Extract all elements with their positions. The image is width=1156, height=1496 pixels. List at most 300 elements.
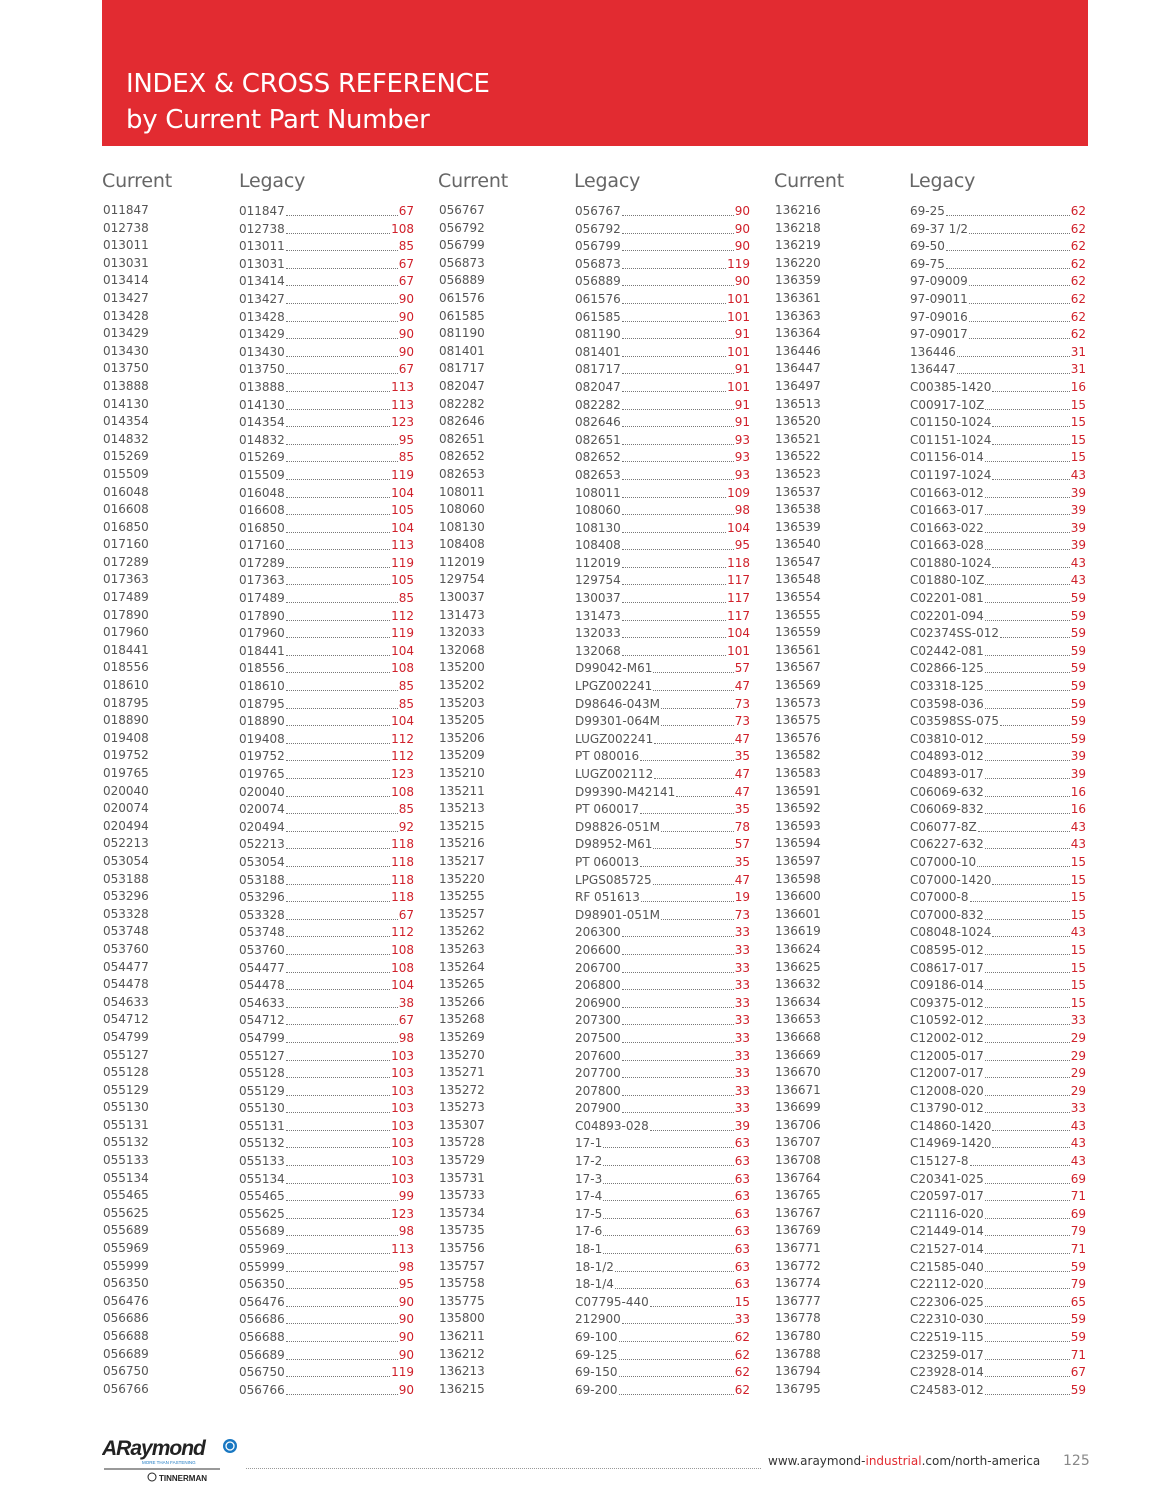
page-reference[interactable]: 95	[398, 1277, 414, 1292]
current-part-number: 136364	[775, 326, 821, 341]
dot-leader	[622, 555, 726, 568]
page-reference[interactable]: 101	[727, 291, 750, 306]
dot-leader	[985, 1329, 1070, 1342]
page-reference[interactable]: 33	[734, 978, 750, 993]
legacy-part-number: 97-09017	[910, 327, 968, 342]
legacy-entry-row	[575, 765, 750, 783]
page-reference[interactable]: 108	[391, 221, 414, 236]
page-reference[interactable]: 38	[398, 995, 414, 1010]
page-reference[interactable]: 104	[391, 485, 414, 500]
page-reference[interactable]: 33	[734, 942, 750, 957]
legacy-part-number: 013428	[239, 309, 285, 324]
legacy-part-number: 053296	[239, 890, 285, 905]
current-part-number: 135262	[439, 924, 485, 939]
page-reference[interactable]: 98	[398, 1030, 414, 1045]
page-reference[interactable]: 47	[734, 767, 750, 781]
page-reference[interactable]: 90	[734, 204, 750, 218]
page-reference[interactable]: 16	[1070, 379, 1086, 394]
page-reference[interactable]: 47	[734, 679, 750, 694]
page-reference[interactable]: 62	[734, 1365, 750, 1380]
dot-leader	[286, 1347, 398, 1360]
page-reference[interactable]: 90	[734, 274, 750, 289]
page-reference[interactable]: 90	[398, 1330, 414, 1344]
page-reference[interactable]: 67	[398, 274, 414, 289]
page-reference[interactable]: 112	[391, 608, 414, 623]
page-reference[interactable]: 43	[1070, 925, 1086, 940]
page-reference[interactable]: 62	[734, 1330, 750, 1344]
legacy-part-number: C01663-012	[910, 485, 984, 500]
page-reference[interactable]: 117	[727, 608, 750, 623]
page-reference[interactable]: 63	[734, 1224, 750, 1239]
legacy-part-number: 056688	[239, 1330, 285, 1344]
legacy-entry-row	[910, 871, 1086, 889]
legacy-entry-row	[910, 290, 1086, 308]
page-reference[interactable]: 59	[1070, 1382, 1086, 1397]
page-reference[interactable]: 63	[734, 1189, 750, 1204]
legacy-part-number: D98952-M61	[575, 837, 653, 852]
page-reference[interactable]: 62	[734, 1347, 750, 1362]
page-reference[interactable]: 59	[1070, 696, 1086, 711]
page-reference[interactable]: 104	[391, 978, 414, 993]
page-reference[interactable]: 90	[398, 327, 414, 342]
dot-leader	[622, 608, 726, 621]
page-reference[interactable]: 101	[727, 344, 750, 359]
page-reference[interactable]: 59	[1070, 643, 1086, 658]
page-reference[interactable]: 15	[1070, 854, 1086, 869]
page-reference[interactable]: 118	[391, 837, 414, 852]
page-reference[interactable]: 39	[1070, 485, 1086, 500]
current-part-number: 136569	[775, 678, 821, 693]
page-reference[interactable]: 108	[391, 661, 414, 676]
page-reference[interactable]: 16	[1070, 802, 1086, 817]
page-reference[interactable]: 59	[1070, 626, 1086, 641]
legacy-part-number: 082282	[575, 397, 621, 412]
page-reference[interactable]: 63	[734, 1171, 750, 1186]
page-reference[interactable]: 71	[1070, 1242, 1086, 1257]
legacy-entry-row	[910, 1134, 1086, 1152]
page-reference[interactable]: 67	[398, 1013, 414, 1028]
page-reference[interactable]: 93	[734, 450, 750, 465]
page-reference[interactable]: 98	[398, 1259, 414, 1274]
page-reference[interactable]: 101	[727, 379, 750, 394]
page-reference[interactable]: 90	[398, 309, 414, 324]
current-part-number: 019408	[103, 730, 149, 745]
page-reference[interactable]: 29	[1070, 1066, 1086, 1081]
page-reference[interactable]: 67	[398, 204, 414, 218]
page-reference[interactable]: 108	[391, 942, 414, 957]
page-reference[interactable]: 39	[1070, 767, 1086, 781]
page-reference[interactable]: 73	[734, 907, 750, 922]
page-reference[interactable]: 118	[391, 872, 414, 887]
current-part-number: 017489	[103, 590, 149, 605]
page-reference[interactable]: 47	[734, 872, 750, 887]
page-reference[interactable]: 62	[1070, 291, 1086, 306]
page-reference[interactable]: 43	[1070, 1136, 1086, 1151]
page-reference[interactable]: 33	[734, 995, 750, 1010]
page-reference[interactable]: 112	[391, 731, 414, 746]
page-reference[interactable]: 113	[391, 379, 414, 394]
page-reference[interactable]: 33	[734, 1030, 750, 1045]
page-reference[interactable]: 73	[734, 714, 750, 729]
legacy-entry-row	[575, 325, 750, 343]
page-reference[interactable]: 118	[727, 555, 750, 570]
current-part-number: 056766	[103, 1381, 149, 1396]
page-reference[interactable]: 33	[734, 1101, 750, 1116]
page-reference[interactable]: 59	[1070, 1312, 1086, 1327]
current-column-1	[103, 202, 223, 1398]
page-reference[interactable]: 63	[734, 1259, 750, 1274]
legacy-entry-row	[575, 659, 750, 677]
page-reference[interactable]: 85	[398, 696, 414, 711]
page-reference[interactable]: 105	[391, 503, 414, 518]
page-reference[interactable]: 65	[1070, 1294, 1086, 1309]
page-reference[interactable]: 62	[734, 1382, 750, 1397]
page-reference[interactable]: 104	[727, 626, 750, 641]
page-reference[interactable]: 119	[391, 467, 414, 482]
legacy-entry-row	[239, 1381, 414, 1399]
current-part-number: 136764	[775, 1170, 821, 1185]
page-reference[interactable]: 113	[391, 397, 414, 412]
page-reference[interactable]: 98	[398, 1224, 414, 1239]
dot-leader	[985, 678, 1070, 691]
legacy-entry-row	[575, 308, 750, 326]
page-reference[interactable]: 103	[391, 1136, 414, 1151]
page-reference[interactable]: 101	[727, 309, 750, 324]
dot-leader	[286, 889, 390, 902]
page-reference[interactable]: 59	[1070, 679, 1086, 694]
legacy-entry-row	[239, 818, 414, 836]
page-reference[interactable]: 69	[1070, 1206, 1086, 1221]
page-reference[interactable]: 104	[391, 520, 414, 535]
dot-leader	[619, 1382, 734, 1395]
page-reference[interactable]: 113	[391, 1242, 414, 1257]
legacy-heading-3: Legacy	[909, 170, 976, 192]
page-reference[interactable]: 103	[391, 1118, 414, 1133]
page-reference[interactable]: 33	[734, 1066, 750, 1081]
page-reference[interactable]: 91	[734, 415, 750, 430]
dot-leader	[985, 502, 1070, 515]
page-reference[interactable]: 90	[734, 239, 750, 254]
page-reference[interactable]: 59	[1070, 591, 1086, 606]
page-reference[interactable]: 62	[1070, 309, 1086, 324]
legacy-column-3	[910, 202, 1086, 1398]
page-reference[interactable]: 71	[1070, 1347, 1086, 1362]
dot-leader	[985, 1065, 1070, 1078]
page-reference[interactable]: 39	[734, 1118, 750, 1133]
dot-leader	[985, 1311, 1070, 1324]
page-reference[interactable]: 19	[734, 890, 750, 905]
page-reference[interactable]: 103	[391, 1048, 414, 1063]
page-reference[interactable]: 47	[734, 731, 750, 746]
page-reference[interactable]: 39	[1070, 520, 1086, 535]
page-reference[interactable]: 63	[734, 1154, 750, 1169]
page-reference[interactable]: 95	[734, 538, 750, 553]
page-reference[interactable]: 108	[391, 960, 414, 975]
legacy-part-number: 020494	[239, 819, 285, 834]
legacy-part-number: 013011	[239, 239, 285, 254]
page-reference[interactable]: 33	[734, 960, 750, 975]
page-reference[interactable]: 103	[391, 1083, 414, 1098]
page-reference[interactable]: 85	[398, 450, 414, 465]
page-reference[interactable]: 43	[1070, 1154, 1086, 1169]
legacy-part-number: C06077-8Z	[910, 819, 977, 834]
page-reference[interactable]: 91	[734, 362, 750, 377]
page-reference[interactable]: 69	[1070, 1171, 1086, 1186]
legacy-part-number: C22112-020	[910, 1277, 984, 1292]
legacy-part-number: 055999	[239, 1259, 285, 1274]
page-reference[interactable]: 35	[734, 749, 750, 764]
page-reference[interactable]: 119	[391, 1365, 414, 1380]
page-reference[interactable]: 15	[1070, 450, 1086, 465]
page-reference[interactable]: 117	[727, 573, 750, 588]
current-part-number: 055127	[103, 1047, 149, 1062]
page-reference[interactable]: 33	[734, 925, 750, 940]
page-reference[interactable]: 104	[391, 643, 414, 658]
page-reference[interactable]: 62	[1070, 221, 1086, 236]
current-part-number: 136219	[775, 238, 821, 253]
page-reference[interactable]: 15	[1070, 978, 1086, 993]
page-reference[interactable]: 33	[1070, 1101, 1086, 1116]
legacy-part-number: 019765	[239, 767, 285, 781]
legacy-entry-row	[910, 1222, 1086, 1240]
page-reference[interactable]: 90	[398, 1312, 414, 1327]
legacy-entry-row	[239, 519, 414, 537]
page-reference[interactable]: 15	[1070, 872, 1086, 887]
page-reference[interactable]: 59	[1070, 608, 1086, 623]
page-reference[interactable]: 15	[1070, 942, 1086, 957]
page-reference[interactable]: 91	[734, 397, 750, 412]
dot-leader	[603, 1171, 733, 1184]
page-reference[interactable]: 33	[734, 1013, 750, 1028]
page-reference[interactable]: 43	[1070, 1118, 1086, 1133]
page-reference[interactable]: 71	[1070, 1189, 1086, 1204]
dot-leader	[622, 977, 734, 990]
page-reference[interactable]: 15	[734, 1294, 750, 1309]
page-reference[interactable]: 90	[398, 1347, 414, 1362]
page-reference[interactable]: 119	[391, 626, 414, 641]
page-reference[interactable]: 62	[1070, 274, 1086, 289]
page-reference[interactable]: 98	[734, 503, 750, 518]
current-part-number: 013427	[103, 290, 149, 305]
legacy-entry-row	[239, 976, 414, 994]
page-reference[interactable]: 43	[1070, 819, 1086, 834]
page-reference[interactable]: 63	[734, 1242, 750, 1257]
page-reference[interactable]: 15	[1070, 432, 1086, 447]
dot-leader	[969, 221, 1070, 234]
dot-leader	[641, 889, 734, 902]
page-reference[interactable]: 29	[1070, 1083, 1086, 1098]
legacy-part-number: C13790-012	[910, 1101, 984, 1116]
legacy-entry-row	[910, 642, 1086, 660]
page-reference[interactable]: 57	[734, 837, 750, 852]
page-reference[interactable]: 67	[398, 362, 414, 377]
page-reference[interactable]: 33	[734, 1083, 750, 1098]
legacy-entry-row	[910, 484, 1086, 502]
page-reference[interactable]: 90	[734, 221, 750, 236]
page-reference[interactable]: 109	[727, 485, 750, 500]
page-reference[interactable]: 62	[1070, 239, 1086, 254]
page-reference[interactable]: 62	[1070, 327, 1086, 342]
page-reference[interactable]: 15	[1070, 397, 1086, 412]
page-reference[interactable]: 59	[1070, 661, 1086, 676]
dot-leader	[970, 889, 1070, 902]
legacy-part-number: C15127-8	[910, 1154, 969, 1169]
page-reference[interactable]: 67	[398, 256, 414, 271]
page-reference[interactable]: 33	[734, 1312, 750, 1327]
current-part-number: 136446	[775, 343, 821, 358]
page-reference[interactable]: 104	[391, 714, 414, 729]
page-reference[interactable]: 63	[734, 1277, 750, 1292]
page-reference[interactable]: 123	[391, 1206, 414, 1221]
page-reference[interactable]: 62	[1070, 204, 1086, 218]
page-reference[interactable]: 15	[1070, 890, 1086, 905]
legacy-part-number: 112019	[575, 555, 621, 570]
page-reference[interactable]: 33	[734, 1048, 750, 1063]
dot-leader	[640, 748, 734, 761]
page-reference[interactable]: 113	[391, 538, 414, 553]
legacy-entry-row	[910, 659, 1086, 677]
current-part-number: 054799	[103, 1029, 149, 1044]
page-reference[interactable]: 47	[734, 784, 750, 799]
page-reference[interactable]: 112	[391, 749, 414, 764]
legacy-part-number: 018795	[239, 696, 285, 711]
current-part-number: 136363	[775, 308, 821, 323]
current-part-number: 055128	[103, 1065, 149, 1080]
page-reference[interactable]: 103	[391, 1101, 414, 1116]
website-url[interactable]	[768, 1454, 1040, 1468]
page-reference[interactable]: 73	[734, 696, 750, 711]
title-line-2: by Current Part Number	[126, 105, 430, 135]
current-part-number: 136582	[775, 748, 821, 763]
page-reference[interactable]: 90	[398, 1382, 414, 1397]
page-reference[interactable]: 99	[398, 1189, 414, 1204]
dot-leader	[286, 537, 390, 550]
page-reference[interactable]: 78	[734, 819, 750, 834]
page-reference[interactable]: 59	[1070, 1330, 1086, 1344]
page-reference[interactable]: 85	[398, 591, 414, 606]
page-reference[interactable]: 118	[391, 890, 414, 905]
dot-leader	[622, 520, 726, 533]
page-reference[interactable]: 67	[398, 907, 414, 922]
page-reference[interactable]: 16	[1070, 784, 1086, 799]
current-part-number: 081401	[439, 343, 485, 358]
page-reference[interactable]: 15	[1070, 960, 1086, 975]
page-reference[interactable]: 15	[1070, 995, 1086, 1010]
page-reference[interactable]: 105	[391, 573, 414, 588]
page-reference[interactable]: 103	[391, 1154, 414, 1169]
page-reference[interactable]: 112	[391, 925, 414, 940]
legacy-entry-row	[239, 554, 414, 572]
legacy-entry-row	[239, 501, 414, 519]
page-reference[interactable]: 43	[1070, 555, 1086, 570]
page-reference[interactable]: 119	[727, 256, 750, 271]
page-reference[interactable]: 59	[1070, 1259, 1086, 1274]
page-reference[interactable]: 59	[1070, 731, 1086, 746]
page-reference[interactable]: 90	[398, 291, 414, 306]
dot-leader	[286, 256, 398, 269]
page-reference[interactable]: 93	[734, 432, 750, 447]
page-reference[interactable]: 123	[391, 767, 414, 781]
page-reference[interactable]: 118	[391, 854, 414, 869]
page-reference[interactable]: 43	[1070, 467, 1086, 482]
header-banner	[102, 0, 1088, 146]
page-reference[interactable]: 95	[398, 432, 414, 447]
page-reference[interactable]: 90	[398, 1294, 414, 1309]
current-part-number: 135220	[439, 871, 485, 886]
dot-leader	[946, 238, 1070, 251]
current-part-number: 136554	[775, 590, 821, 605]
page-reference[interactable]: 63	[734, 1136, 750, 1151]
page-reference[interactable]: 85	[398, 679, 414, 694]
page-reference[interactable]: 119	[391, 555, 414, 570]
legacy-part-number: C07000-832	[910, 907, 984, 922]
page-reference[interactable]: 15	[1070, 907, 1086, 922]
page-reference[interactable]: 85	[398, 239, 414, 254]
legacy-entry-row	[575, 783, 750, 801]
legacy-entry-row	[910, 308, 1086, 326]
page-reference[interactable]: 92	[398, 819, 414, 834]
dot-leader	[286, 485, 390, 498]
legacy-part-number: 017363	[239, 573, 285, 588]
current-part-number: 136559	[775, 625, 821, 640]
page-reference[interactable]: 39	[1070, 538, 1086, 553]
page-reference[interactable]: 39	[1070, 749, 1086, 764]
legacy-part-number: 055127	[239, 1048, 285, 1063]
dot-leader	[985, 1364, 1070, 1377]
page-reference[interactable]: 59	[1070, 714, 1086, 729]
page-reference[interactable]: 31	[1070, 362, 1086, 377]
page-reference[interactable]: 85	[398, 802, 414, 817]
page-reference[interactable]: 29	[1070, 1048, 1086, 1063]
page-reference[interactable]: 43	[1070, 837, 1086, 852]
page-reference[interactable]: 35	[734, 802, 750, 817]
current-part-number: 136537	[775, 484, 821, 499]
page-reference[interactable]: 31	[1070, 344, 1086, 359]
page-reference[interactable]: 101	[727, 643, 750, 658]
page-reference[interactable]: 103	[391, 1066, 414, 1081]
page-reference[interactable]: 62	[1070, 256, 1086, 271]
page-reference[interactable]: 15	[1070, 415, 1086, 430]
legacy-part-number: C22310-030	[910, 1312, 984, 1327]
page-reference[interactable]: 39	[1070, 503, 1086, 518]
page-reference[interactable]: 117	[727, 591, 750, 606]
page-reference[interactable]: 93	[734, 467, 750, 482]
current-part-number: 014130	[103, 396, 149, 411]
dot-leader	[286, 924, 390, 937]
page-reference[interactable]: 91	[734, 327, 750, 342]
dot-leader	[622, 1083, 734, 1096]
page-reference[interactable]: 35	[734, 854, 750, 869]
current-part-number: 136669	[775, 1047, 821, 1062]
page-reference[interactable]: 104	[727, 520, 750, 535]
current-part-number: 055999	[103, 1258, 149, 1273]
dot-leader	[985, 977, 1070, 990]
page-reference[interactable]: 63	[734, 1206, 750, 1221]
page-reference[interactable]: 43	[1070, 573, 1086, 588]
page-reference[interactable]: 90	[398, 344, 414, 359]
page-reference[interactable]: 33	[1070, 1013, 1086, 1028]
page-reference[interactable]: 79	[1070, 1224, 1086, 1239]
page-reference[interactable]: 57	[734, 661, 750, 676]
legacy-entry-row	[910, 1310, 1086, 1328]
page-reference[interactable]: 108	[391, 784, 414, 799]
page-reference[interactable]: 79	[1070, 1277, 1086, 1292]
page-reference[interactable]: 103	[391, 1171, 414, 1186]
page-reference[interactable]: 67	[1070, 1365, 1086, 1380]
current-part-number: 136774	[775, 1276, 821, 1291]
page-reference[interactable]: 29	[1070, 1030, 1086, 1045]
page-reference[interactable]: 123	[391, 415, 414, 430]
